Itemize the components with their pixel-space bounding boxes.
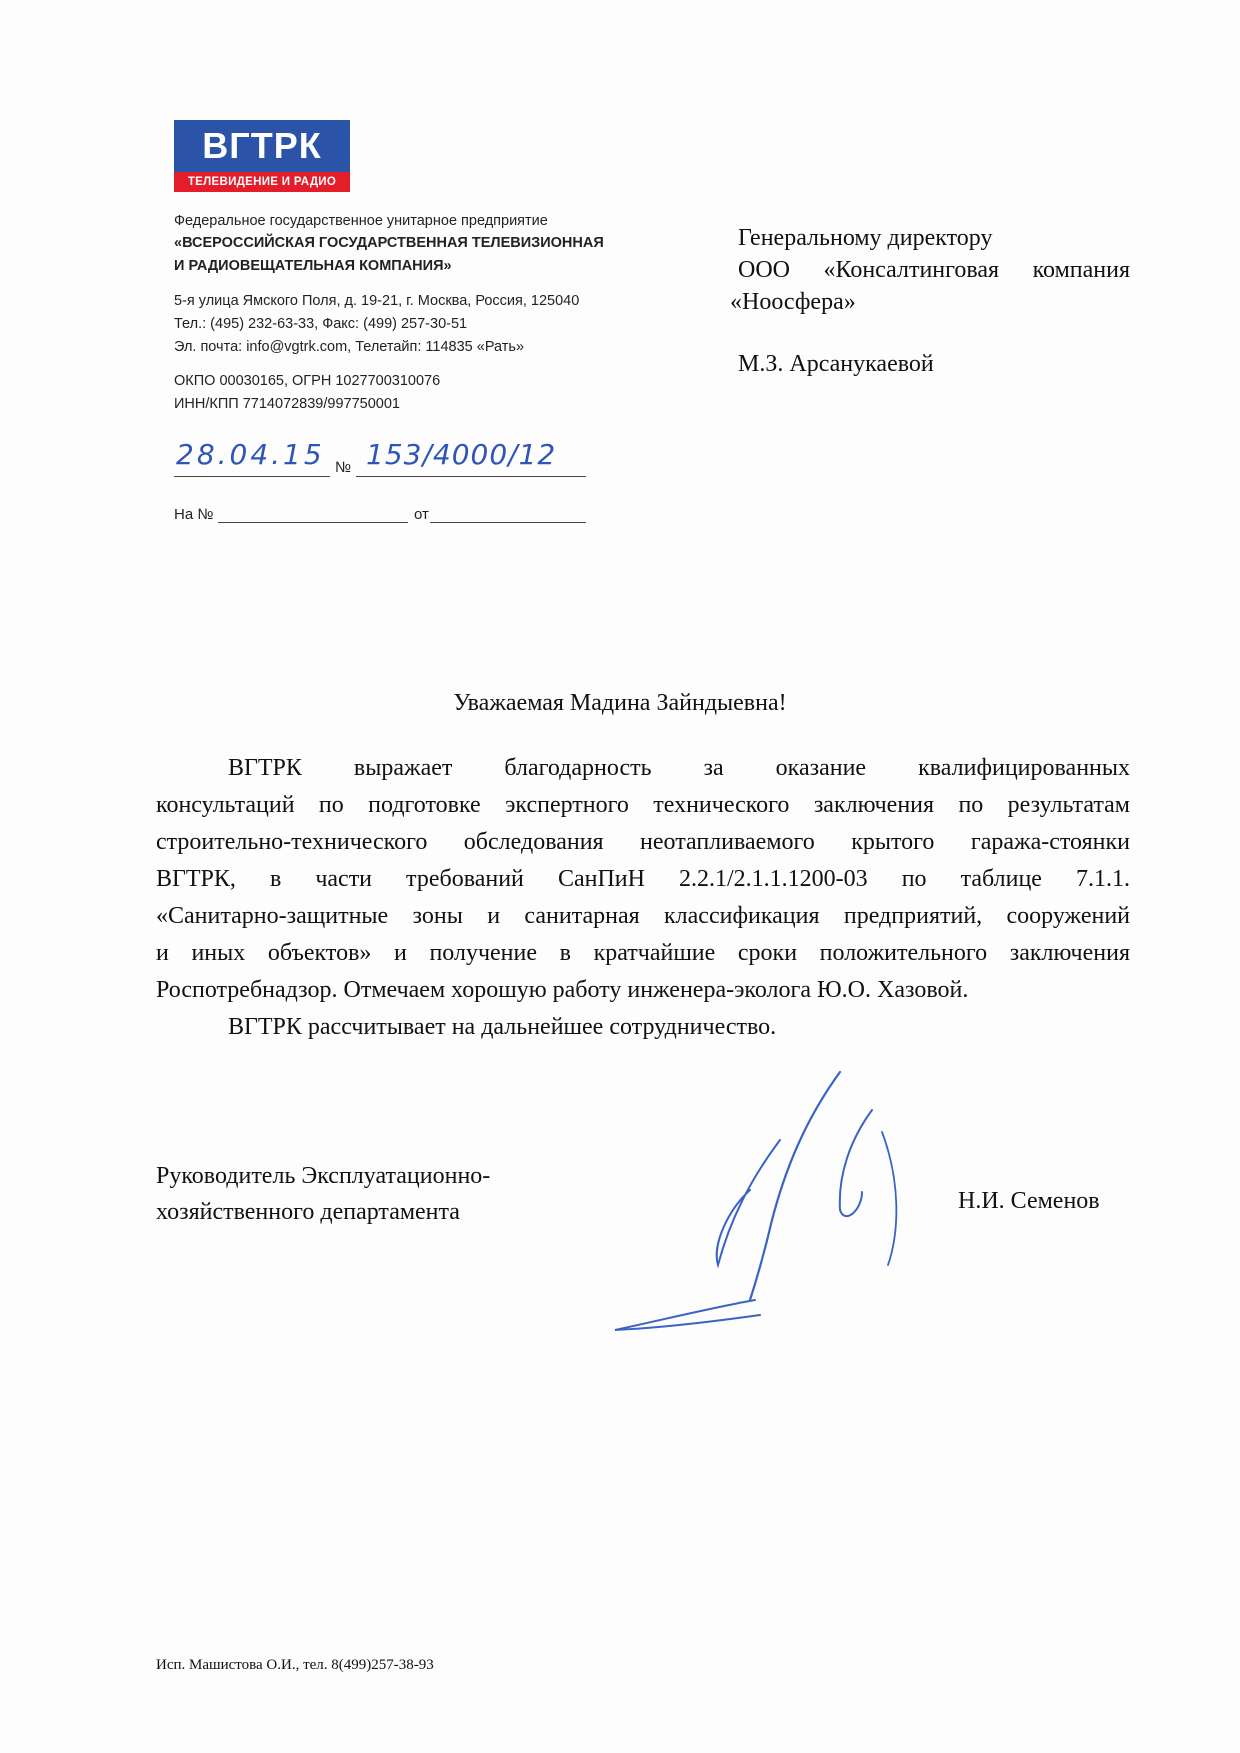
salutation: Уважаемая Мадина Зайндыевна! <box>453 690 787 716</box>
body-line-2: консультаций по подготовке экспертного технического заключения по результатам <box>156 792 1130 818</box>
body-line-6: и иных объектов» и получение в кратчайшие сроки положительного заключения <box>156 940 1130 966</box>
number-underline <box>356 476 586 477</box>
org-email: Эл. почта: info@vgtrk.com, Телетайп: 114835 «Рать» <box>174 339 525 355</box>
signatory-position <box>156 1158 490 1230</box>
logo-name: ВГТРК <box>174 120 350 172</box>
body-line-5: «Санитарно-защитные зоны и санитарная классификация предприятий, сооружений <box>156 903 1130 929</box>
org-phone: Тел.: (495) 232-63-33, Факс: (499) 257-30-51 <box>174 316 468 332</box>
body-line-1: ВГТРК выражает благодарность за оказание квалифицированных <box>228 755 1130 781</box>
handwritten-signature <box>600 1060 920 1350</box>
body-line-7: Роспотребнадзор. Отмечаем хорошую работу инженера-эколога Ю.О. Хазовой. <box>156 977 969 1003</box>
org-codes-okpo: ОКПО 00030165, ОГРН 1027700310076 <box>174 373 441 389</box>
addressee-line3: «Ноосфера» <box>730 289 856 315</box>
addressee-line1: Генеральному директору <box>738 225 993 251</box>
vgtrk-logo <box>174 120 350 192</box>
ref-number-underline <box>218 522 408 523</box>
ref-number-label: На № <box>174 506 214 523</box>
body-line-3: строительно-технического обследования неотапливаемого крытого гаража-стоянки <box>156 829 1130 855</box>
logo-tagline: ТЕЛЕВИДЕНИЕ И РАДИО <box>174 172 350 192</box>
ref-from-label: от <box>414 506 429 523</box>
signatory-position-line1: Руководитель Эксплуатационно- <box>156 1163 491 1189</box>
addressee-line2: ООО «Консалтинговая компания <box>738 257 1130 283</box>
org-name-line2: И РАДИОВЕЩАТЕЛЬНАЯ КОМПАНИЯ» <box>174 258 452 274</box>
body-line-4: ВГТРК, в части требований СанПиН 2.2.1/2.1.1.1200-03 по таблице 7.1.1. <box>156 866 1130 892</box>
signatory-position-line2: хозяйственного департамента <box>156 1199 460 1225</box>
addressee-name: М.З. Арсанукаевой <box>738 351 934 377</box>
ref-date-underline <box>430 522 586 523</box>
org-address: 5-я улица Ямского Поля, д. 19-21, г. Москва, Россия, 125040 <box>174 293 580 309</box>
org-name-line1: «ВСЕРОССИЙСКАЯ ГОСУДАРСТВЕННАЯ ТЕЛЕВИЗИОННАЯ <box>174 235 604 251</box>
registration-number: 153/4000/12 <box>366 438 557 471</box>
org-codes-inn: ИНН/КПП 7714072839/997750001 <box>174 396 400 412</box>
number-label: № <box>335 459 352 476</box>
date-underline <box>174 476 330 477</box>
executor-contact: Исп. Машистова О.И., тел. 8(499)257-38-93 <box>156 1657 434 1673</box>
body-paragraph-2: ВГТРК рассчитывает на дальнейшее сотрудничество. <box>228 1014 777 1040</box>
signatory-name: Н.И. Семенов <box>958 1188 1100 1214</box>
registration-date: 28.04.15 <box>176 438 325 471</box>
org-type: Федеральное государственное унитарное предприятие <box>174 213 548 229</box>
